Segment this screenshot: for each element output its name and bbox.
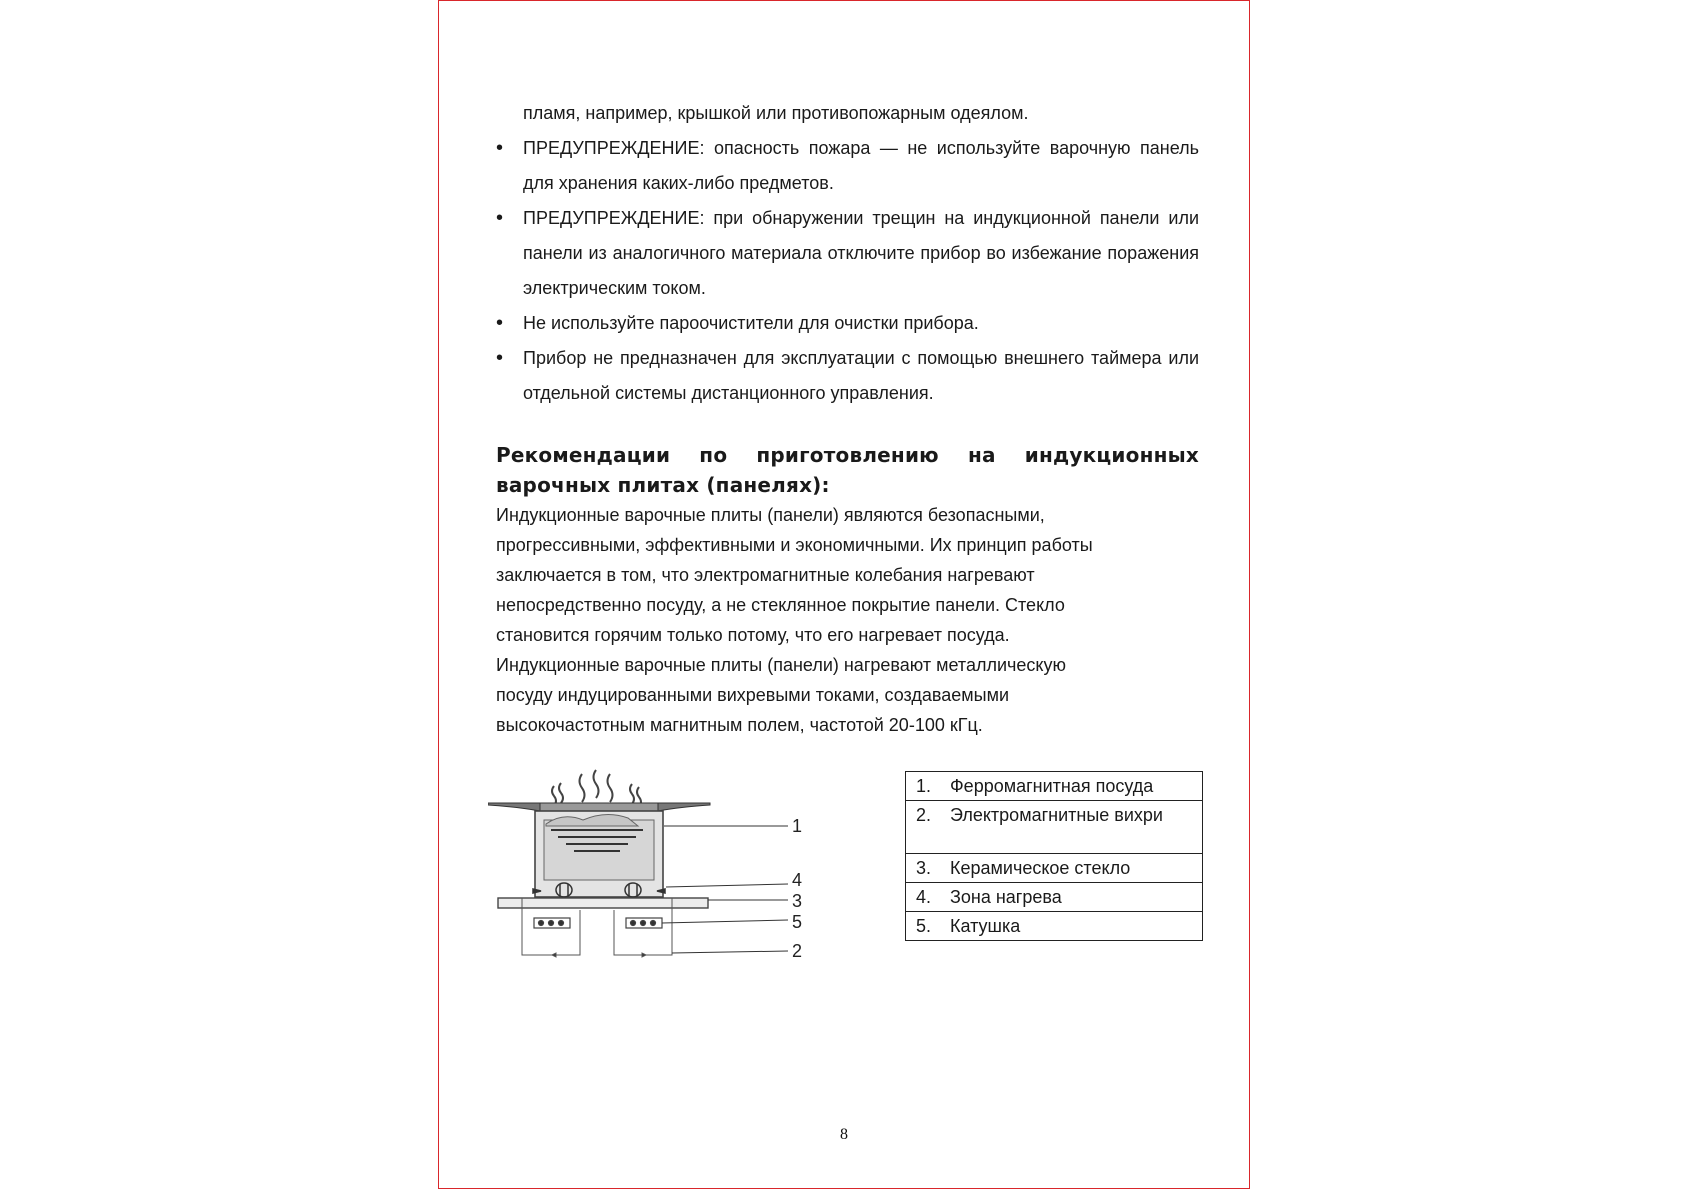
paragraph-line: высокочастотным магнитным полем, частотой 20-100 кГц. <box>496 715 983 735</box>
paragraph-line: непосредственно посуду, а не стеклянное покрытие панели. Стекло <box>496 595 1065 615</box>
legend-number: 5. <box>916 916 932 936</box>
page-content <box>496 96 1199 990</box>
callout-label: 1 <box>792 816 803 836</box>
paragraph-line: заключается в том, что электромагнитные колебания нагревают <box>496 565 1035 585</box>
body-paragraph <box>496 500 1199 740</box>
paragraph-line: становится горячим только потому, что его нагревает посуда. <box>496 625 1010 645</box>
paragraph-line: прогрессивными, эффективными и экономичными. Их принцип работы <box>496 535 1093 555</box>
table-row <box>906 801 1203 854</box>
legend-table <box>905 771 1203 941</box>
induction-diagram <box>488 760 828 990</box>
figure-row <box>496 760 1199 990</box>
table-row <box>906 854 1203 883</box>
table-row <box>906 772 1203 801</box>
paragraph-line: Индукционные варочные плиты (панели) являются безопасными, <box>496 505 1045 525</box>
list-item: • ПРЕДУПРЕЖДЕНИЕ: опасность пожара — не используйте варочную панель для хранения каких-либо предметов. <box>496 131 1199 201</box>
legend-text: Керамическое стекло <box>950 858 1131 878</box>
legend-text: Электромагнитные вихри <box>950 805 1163 825</box>
list-item: • Не используйте пароочистители для очистки прибора. <box>496 306 1199 341</box>
pot-icon <box>488 803 710 897</box>
page-number: 8 <box>840 1126 848 1143</box>
callout-label: 2 <box>792 941 803 961</box>
table-row <box>906 883 1203 912</box>
legend-text: Ферромагнитная посуда <box>950 776 1154 796</box>
paragraph-line: посуду индуцированными вихревыми токами, создаваемыми <box>496 685 1010 705</box>
legend-text: Зона нагрева <box>950 887 1062 907</box>
document-page <box>438 0 1250 1189</box>
section-heading: Рекомендации по приготовлению на индукционных варочных плитах (панелях): <box>496 443 1199 497</box>
legend-number: 3. <box>916 858 932 878</box>
coil-icon <box>534 918 662 928</box>
callout-lines <box>662 826 788 953</box>
callout-label: 4 <box>792 870 803 890</box>
legend-number: 1. <box>916 776 932 796</box>
table-row <box>906 912 1203 941</box>
legend-number: 2. <box>916 805 932 825</box>
callout-label: 3 <box>792 891 803 911</box>
warning-list <box>496 131 1199 411</box>
paragraph-line: Индукционные варочные плиты (панели) нагревают металлическую <box>496 655 1066 675</box>
continuation-line: пламя, например, крышкой или противопожарным одеялом. <box>523 103 1029 123</box>
legend-number: 4. <box>916 887 932 907</box>
legend-text: Катушка <box>950 916 1021 936</box>
ceramic-glass-icon <box>498 898 708 908</box>
steam-icon <box>552 770 641 807</box>
list-item: • ПРЕДУПРЕЖДЕНИЕ: при обнаружении трещин на индукционной панели или панели из аналогичного материала отключите прибор во избежание поражения электрическим током. <box>496 201 1199 306</box>
callout-label: 5 <box>792 912 803 932</box>
list-item: • Прибор не предназначен для эксплуатации с помощью внешнего таймера или отдельной системы дистанционного управления. <box>496 341 1199 411</box>
